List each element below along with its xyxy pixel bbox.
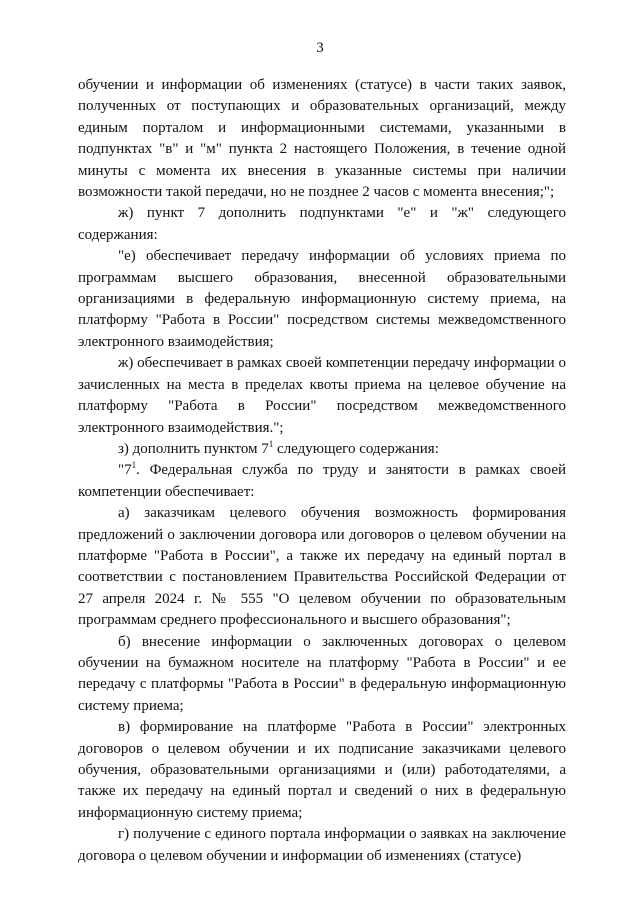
paragraph-continuation: обучении и информации об изменениях (статусе) в части таких заявок, полученных от поступающих и образовательных организаций, между единым порталом и информационными системами, указанными в подпунктах "в" и "м" пункта 2 настоящего Положения, в течение одной минуты с момента их внесения в указанные системы при наличии возможности такой передачи, но не позднее 2 часов с момента внесения;";: [78, 77, 566, 201]
paragraph-subitem-zh: ж) обеспечивает в рамках своей компетенции передачу информации о зачисленных на места в пределах квоты приема на целевое обучение на платформу "Работа в России" посредством межведомственного электронного взаимодействия.";: [78, 355, 566, 436]
paragraph-subitem-e: "е) обеспечивает передачу информации об условиях приема по программам высшего образования, внесенной образовательными организациями в федеральную информационную систему приема, на платформу "Работа в России" посредством системы межведомственного электронного взаимодействия;: [78, 248, 566, 350]
paragraph-subitem-g: г) получение с единого портала информации о заявках на заключение договора о целевом обучении и информации об изменениях (статусе): [78, 826, 566, 864]
paragraph-item-z: [78, 439, 566, 460]
paragraph-subitem-a: а) заказчикам целевого обучения возможность формирования предложений о заключении договора или договоров о целевом обучении на платформе "Работа в России", а также их передачу на единый портал в соответствии с постановлением Правительства Российской Федерации от 27 апреля 2024 г. № 555 "О целевом обучении по образовательным программам среднего профессионального и высшего образования";: [78, 505, 566, 629]
paragraph-item-zh: ж) пункт 7 дополнить подпунктами "е" и "ж" следующего содержания:: [78, 205, 566, 243]
paragraph-clause-7-1-post: . Федеральная служба по труду и занятости в рамках своей компетенции обеспечивает:: [78, 462, 566, 500]
page-number: 3: [316, 40, 324, 56]
paragraph-subitem-b: б) внесение информации о заключенных договорах о целевом обучении на бумажном носителе на платформу "Работа в России" и ее передачу с платформы "Работа в России" в федеральную информационную систему приема;: [78, 633, 566, 714]
paragraph-clause-7-1-pre: "7: [118, 462, 132, 479]
document-body: [78, 75, 566, 867]
paragraph-item-z-post: следующего содержания:: [273, 440, 439, 457]
paragraph-item-z-pre: з) дополнить пунктом 7: [118, 440, 269, 457]
paragraph-subitem-v: в) формирование на платформе "Работа в России" электронных договоров о целевом обучении и их подписание заказчиками целевого обучения, образовательными организациями и (или) работодателями, а также их передачу на единый портал и сведений о них в федеральную информационную систему приема;: [78, 719, 566, 821]
superscript-one: 1: [268, 438, 274, 449]
paragraph-clause-7-1: [78, 460, 566, 503]
superscript-one: 1: [131, 460, 137, 471]
